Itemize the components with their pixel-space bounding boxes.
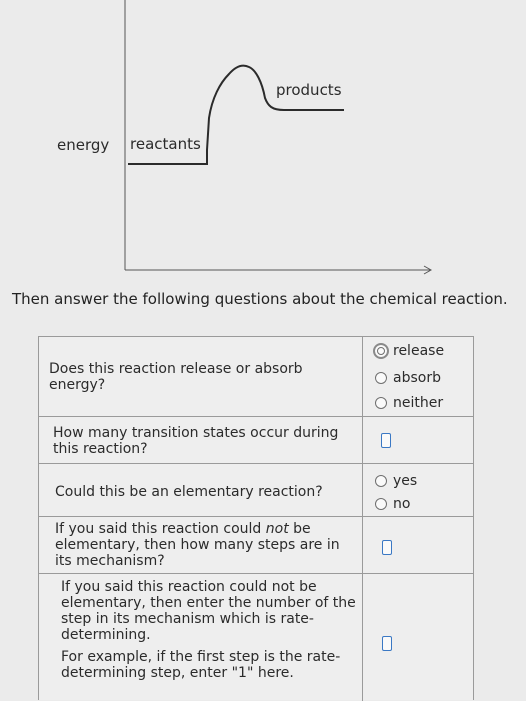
question-cell	[39, 517, 363, 573]
radio-release[interactable]	[375, 343, 444, 359]
answer-cell	[363, 574, 473, 701]
question-cell	[39, 337, 363, 416]
mechanism-steps-input[interactable]	[382, 540, 392, 555]
question-cell	[39, 464, 363, 516]
reactants-label: reactants	[130, 135, 201, 153]
answer-cell	[363, 464, 473, 516]
question-line: determining step, enter "1" here.	[61, 665, 294, 681]
question-cell	[39, 574, 363, 701]
question-emphasis: not	[265, 521, 289, 537]
energy-axis-label: energy	[57, 136, 110, 154]
question-text: Could this be an elementary reaction?	[55, 484, 323, 500]
radio-neither[interactable]	[375, 395, 443, 411]
radio-label: release	[393, 343, 445, 359]
question-fragment: be	[288, 521, 311, 537]
question-line: How many transition states occur during	[53, 425, 339, 441]
question-row-transition-states	[39, 417, 473, 464]
question-row-rate-determining	[39, 574, 473, 701]
rate-determining-step-input[interactable]	[382, 636, 392, 651]
instructions-text: Then answer the following questions about the chemical reaction.	[12, 290, 508, 308]
products-label: products	[276, 81, 342, 99]
question-line	[55, 521, 340, 537]
radio-circle-icon[interactable]	[375, 397, 387, 409]
question-fragment: If you said this reaction could	[55, 521, 266, 537]
question-text	[55, 521, 340, 569]
question-text	[61, 579, 356, 681]
energy-diagram	[0, 0, 526, 285]
answer-cell	[363, 337, 473, 416]
question-row-release-absorb	[39, 337, 473, 417]
question-line: this reaction?	[53, 441, 148, 457]
question-line: elementary, then enter the number of the	[61, 595, 356, 611]
radio-circle-icon[interactable]	[373, 343, 389, 359]
radio-label: no	[393, 496, 411, 512]
radio-label: absorb	[393, 370, 441, 386]
question-line: elementary, then how many steps are in	[55, 537, 340, 553]
radio-circle-icon[interactable]	[375, 475, 387, 487]
radio-yes[interactable]	[375, 473, 417, 489]
question-line: its mechanism?	[55, 553, 165, 569]
questions-table	[38, 336, 474, 700]
question-cell	[39, 417, 363, 463]
question-line: For example, if the first step is the rate-	[61, 649, 341, 665]
question-line: If you said this reaction could not be	[61, 579, 317, 595]
question-line: energy?	[49, 377, 106, 393]
radio-circle-icon[interactable]	[375, 498, 387, 510]
radio-label: neither	[393, 395, 444, 411]
radio-label: yes	[393, 473, 418, 489]
question-row-steps	[39, 517, 473, 574]
question-line: step in its mechanism which is rate-	[61, 611, 314, 627]
question-row-elementary	[39, 464, 473, 517]
question-line: Does this reaction release or absorb	[49, 361, 303, 377]
answer-cell	[363, 517, 473, 573]
radio-circle-icon[interactable]	[375, 372, 387, 384]
question-line: determining.	[61, 627, 151, 643]
question-text	[49, 361, 303, 393]
transition-states-input[interactable]	[381, 433, 391, 448]
question-text	[53, 425, 338, 457]
radio-no[interactable]	[375, 496, 410, 512]
answer-cell	[363, 417, 473, 463]
radio-absorb[interactable]	[375, 370, 441, 386]
